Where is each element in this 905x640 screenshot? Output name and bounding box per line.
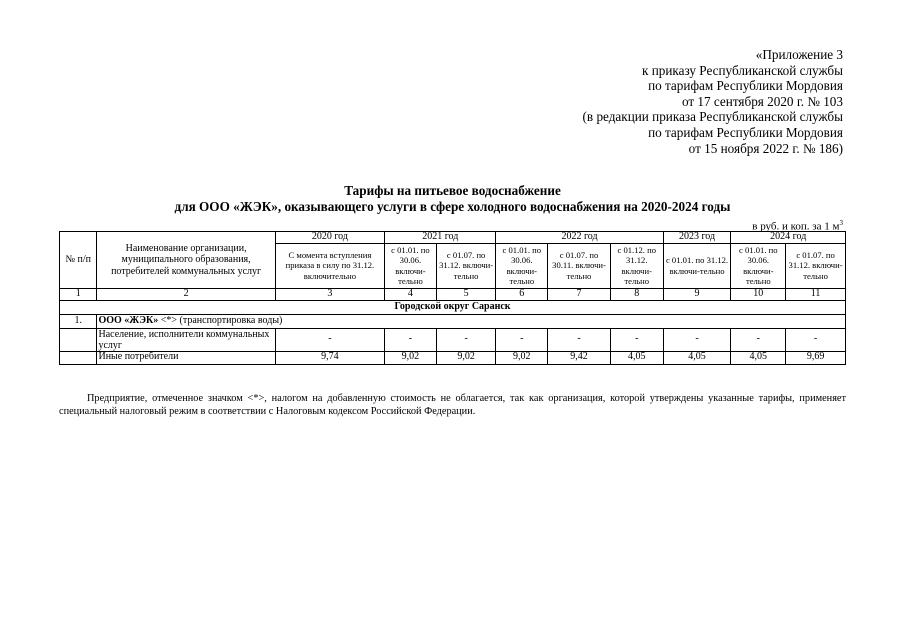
tariff-cell: 9,74	[275, 351, 384, 364]
appendix-line: от 17 сентября 2020 г. № 103	[681, 93, 843, 109]
unit-sup: 3	[839, 219, 843, 227]
tariff-cell: 4,05	[731, 351, 786, 364]
tariff-cell: -	[496, 328, 548, 351]
title-line-2: для ООО «ЖЭК», оказывающего услуги в сфере холодного водоснабжения на 2020-2024 годы	[174, 198, 731, 214]
row-number	[60, 328, 97, 351]
row-number	[60, 351, 97, 364]
column-number: 10	[731, 288, 786, 300]
column-number: 3	[275, 288, 384, 300]
column-number: 1	[60, 288, 97, 300]
year-header: 2022 год	[496, 232, 663, 244]
column-number-row	[60, 288, 846, 300]
tariff-cell: -	[275, 328, 384, 351]
column-number: 6	[496, 288, 548, 300]
period-header: с 01.01. по 30.06. включи-тельно	[496, 243, 548, 288]
tariff-cell: -	[436, 328, 496, 351]
org-number: 1.	[60, 314, 97, 328]
appendix-line: от 15 ноября 2022 г. № 186)	[688, 140, 843, 156]
column-number: 7	[548, 288, 611, 300]
column-number: 11	[786, 288, 846, 300]
period-header: с 01.07. по 31.12. включи-тельно	[436, 243, 496, 288]
period-header: с 01.01. по 31.12. включи-тельно	[663, 243, 731, 288]
period-header: с 01.07. по 30.11. включи-тельно	[548, 243, 611, 288]
tariff-cell: -	[663, 328, 731, 351]
tariff-cell: 4,05	[663, 351, 731, 364]
document-title	[0, 183, 905, 214]
tariff-cell: -	[548, 328, 611, 351]
year-header: 2020 год	[275, 232, 384, 244]
appendix-line: (в редакции приказа Республиканской службы	[582, 109, 843, 125]
table-row	[60, 351, 846, 364]
tariff-cell: -	[385, 328, 437, 351]
column-number: 2	[97, 288, 275, 300]
appendix-line: по тарифам Республики Мордовия	[648, 78, 843, 94]
col-num-header: № п/п	[60, 232, 97, 289]
organization-row	[60, 314, 846, 328]
org-name-rest: <*> (транспортировка воды)	[158, 314, 283, 326]
tariff-table	[59, 231, 846, 365]
header-row-years	[60, 232, 846, 244]
col-name-header: Наименование организации, муниципального образования, потребителей коммунальных услуг	[97, 232, 275, 289]
period-header: с 01.01. по 30.06. включи-тельно	[385, 243, 437, 288]
appendix-line: по тарифам Республики Мордовия	[648, 124, 843, 140]
period-header: с 01.07. по 31.12. включи-тельно	[786, 243, 846, 288]
appendix-line: к приказу Республиканской службы	[641, 62, 843, 78]
period-header: с 01.01. по 30.06. включи-тельно	[731, 243, 786, 288]
region-name: Городской округ Саранск	[60, 300, 846, 314]
tariff-cell: 9,02	[496, 351, 548, 364]
appendix-header	[583, 47, 843, 156]
tariff-cell: 9,42	[548, 351, 611, 364]
region-row	[60, 300, 846, 314]
row-label: Иные потребители	[97, 351, 275, 364]
appendix-line: «Приложение 3	[755, 47, 843, 62]
column-number: 5	[436, 288, 496, 300]
column-number: 4	[385, 288, 437, 300]
column-number: 8	[610, 288, 663, 300]
year-header: 2024 год	[731, 232, 846, 244]
unit-text: в руб. и коп. за 1 м	[752, 220, 840, 233]
tariff-cell: 9,02	[436, 351, 496, 364]
tariff-cell: 4,05	[610, 351, 663, 364]
year-header: 2023 год	[663, 232, 731, 244]
period-header: С момента вступления приказа в силу по 31.12. включительно	[275, 243, 384, 288]
tariff-cell: -	[786, 328, 846, 351]
org-name	[97, 314, 846, 328]
title-line-1: Тарифы на питьевое водоснабжение	[344, 183, 561, 198]
column-number: 9	[663, 288, 731, 300]
tariff-cell: 9,02	[385, 351, 437, 364]
period-header: с 01.12. по 31.12. включи-тельно	[610, 243, 663, 288]
year-header: 2021 год	[385, 232, 496, 244]
tariff-cell: -	[610, 328, 663, 351]
tariff-cell: 9,69	[786, 351, 846, 364]
tariff-cell: -	[731, 328, 786, 351]
org-name-bold: ООО «ЖЭК»	[98, 314, 159, 326]
footnote: Предприятие, отмеченное значком <*>, налогом на добавленную стоимость не облагается, так как организация, которой утверждены указанные тарифы, применяет специальный налоговый режим в соответствии с Налоговым кодексом Российской Федерации.	[59, 393, 846, 417]
row-label: Население, исполнители коммунальных услуг	[97, 328, 275, 351]
table-row	[60, 328, 846, 351]
